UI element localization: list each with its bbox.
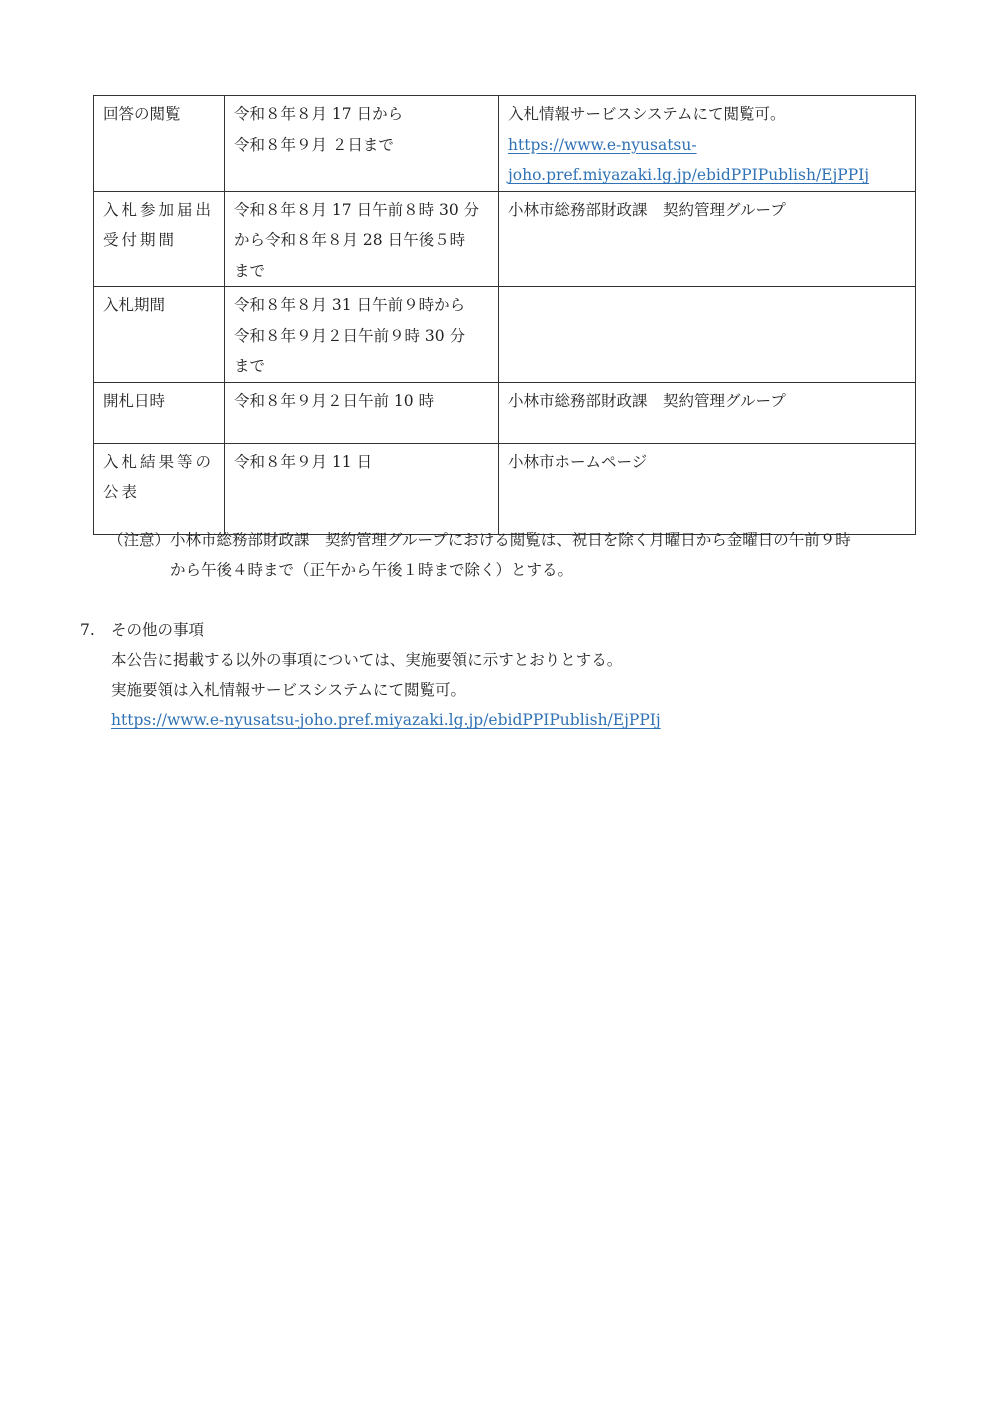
- table-row: [94, 443, 916, 534]
- table-row: [94, 382, 916, 443]
- row-label: [94, 191, 225, 287]
- row-label-text: 入札参加届出: [103, 200, 215, 219]
- location-text: 小林市総務部財政課 契約管理グループ: [508, 200, 786, 219]
- row-period: [225, 382, 499, 443]
- system-link-full[interactable]: https://www.e-nyusatsu-joho.pref.miyazaki.lg.jp/ebidPPIPublish/EjPPIj: [111, 711, 661, 729]
- section-paragraph-1: 本公告に掲載する以外の事項については、実施要領に示すとおりとする。: [111, 651, 623, 669]
- row-location: [499, 191, 916, 287]
- row-period: [225, 96, 499, 192]
- period-text: 令和８年９月２日午前 10 時: [234, 391, 435, 410]
- location-text: 小林市ホームページ: [508, 452, 648, 471]
- period-text: まで: [234, 261, 266, 280]
- period-text: まで: [234, 357, 266, 375]
- period-text: 令和８年９月 11 日: [234, 452, 373, 471]
- section-paragraph-2: 実施要領は入札情報サービスシステムにて閲覧可。: [111, 681, 466, 699]
- schedule-table: [93, 95, 916, 535]
- row-location: [499, 382, 916, 443]
- table-row: [94, 191, 916, 287]
- section-title: その他の事項: [111, 621, 205, 639]
- location-text: 入札情報サービスシステムにて閲覧可。: [508, 105, 786, 123]
- row-period: [225, 191, 499, 287]
- period-text: 令和８年９月２日午前９時 30 分: [234, 326, 466, 345]
- row-period: [225, 443, 499, 534]
- row-location: [499, 96, 916, 192]
- row-label-text: 入札期間: [103, 296, 166, 314]
- row-label: [94, 96, 225, 192]
- note-line-2: から午後４時まで（正午から午後１時まで除く）とする。: [170, 561, 574, 579]
- row-label-text: 入札結果等の: [103, 452, 215, 471]
- table-row: [94, 96, 916, 192]
- table-row: [94, 287, 916, 383]
- row-location: [499, 443, 916, 534]
- period-text: 令和８年８月 17 日午前８時 30 分: [234, 200, 480, 219]
- period-text: 令和８年８月 31 日午前９時から: [234, 296, 466, 314]
- system-link-part2: joho.pref.miyazaki.lg.jp/ebidPPIPublish/EjPPIj: [508, 166, 870, 184]
- system-link[interactable]: [508, 130, 906, 191]
- period-text: から令和８年８月 28 日午後５時: [234, 231, 466, 249]
- system-link-part1: https://www.e-nyusatsu-: [508, 135, 697, 154]
- row-label-text: 受付期間: [103, 231, 178, 249]
- period-text: 令和８年８月 17 日から: [234, 105, 404, 123]
- row-label: [94, 443, 225, 534]
- note-line-1: （注意）小林市総務部財政課 契約管理グループにおける閲覧は、祝日を除く月曜日から金曜日の午前９時: [108, 531, 851, 549]
- row-label-text: 開札日時: [103, 391, 166, 410]
- row-label: [94, 382, 225, 443]
- row-period: [225, 287, 499, 383]
- period-text: 令和８年９月 ２日まで: [234, 135, 394, 154]
- row-label: [94, 287, 225, 383]
- row-label-text: 公表: [103, 483, 141, 501]
- section-number: 7.: [80, 621, 95, 639]
- row-location: [499, 287, 916, 383]
- row-label-text: 回答の閲覧: [103, 105, 181, 123]
- location-text: 小林市総務部財政課 契約管理グループ: [508, 391, 786, 410]
